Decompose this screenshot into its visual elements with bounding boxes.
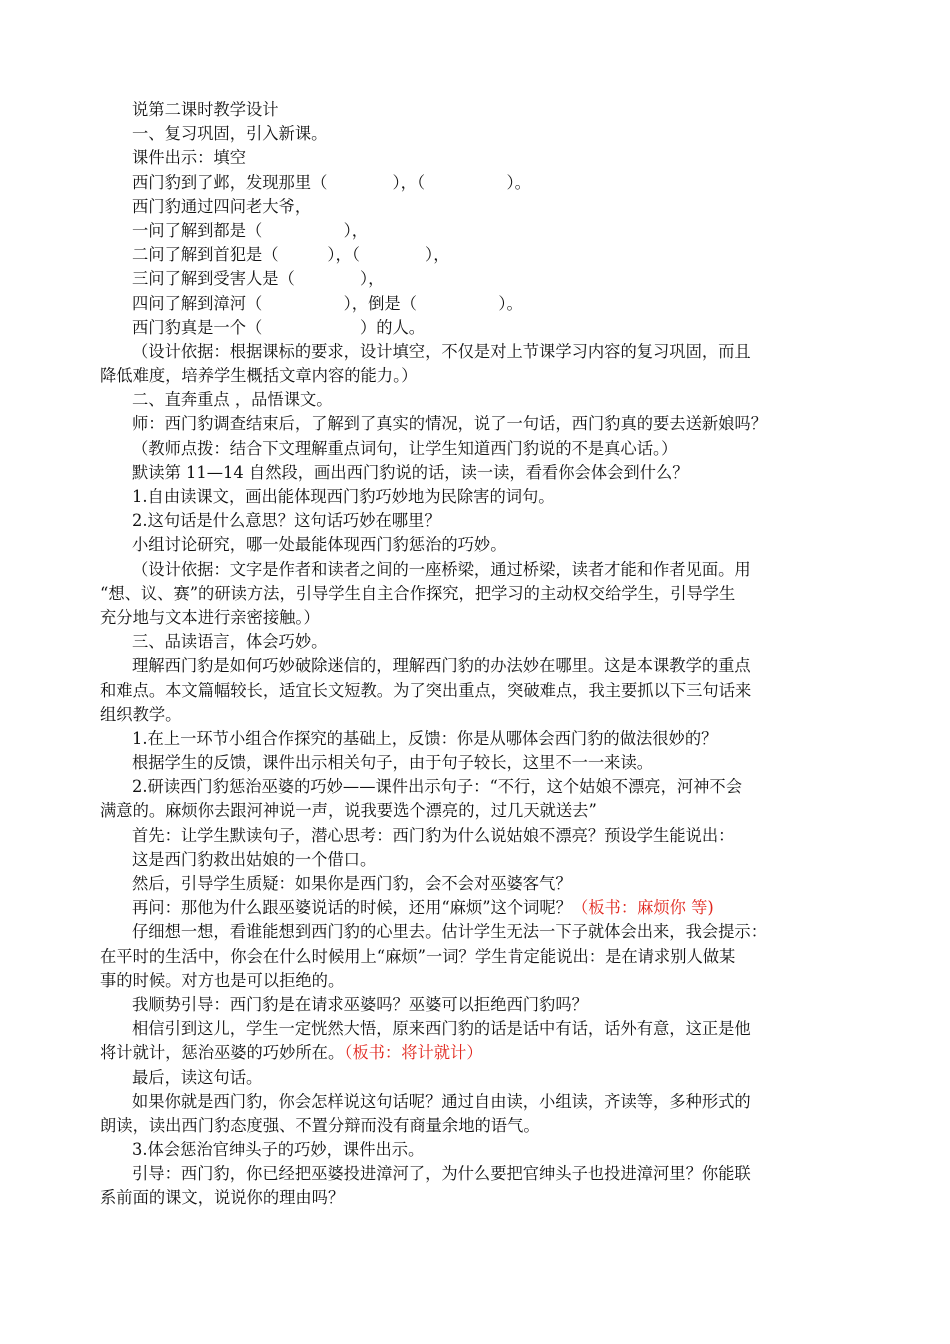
document-page	[100, 98, 870, 1211]
paragraph-line: 1.在上一环节小组合作探究的基础上，反馈：你是从哪体会西门豹的做法很妙的？	[132, 728, 718, 748]
paragraph-line: 如果你就是西门豹，你会怎样说这句话呢？通过自由读，小组读，齐读等，多种形式的	[132, 1091, 751, 1111]
paragraph-line: 最后，读这句话。	[132, 1067, 263, 1087]
paragraph-line: 在平时的生活中，你会在什么时候用上“麻烦”一词？学生肯定能说出：是在请求别人做某	[100, 946, 736, 966]
paragraph-line: 三问了解到受害人是（ ），	[132, 269, 385, 289]
paragraph-line: 这是西门豹救出姑娘的一个借口。	[132, 849, 377, 869]
paragraph-line: 朗读，读出西门豹态度强、不置分辩而没有商量余地的语气。	[100, 1115, 540, 1135]
paragraph-line: 西门豹到了邺，发现那里（ ），（ ）。	[132, 172, 531, 192]
board-note-red: （板书：将计就计）	[344, 1043, 483, 1063]
paragraph-line: 一问了解到都是（ ），	[132, 220, 369, 240]
paragraph-line: 和难点。本文篇幅较长，适宜长文短教。为了突出重点，突破难点，我主要抓以下三句话来	[100, 680, 752, 700]
paragraph-line: 我顺势引导：西门豹是在请求巫婆吗？巫婆可以拒绝西门豹吗？	[132, 994, 588, 1014]
paragraph-line: 2.研读西门豹惩治巫婆的巧妙——课件出示句子：“不行，这个姑娘不漂亮，河神不会	[132, 777, 742, 797]
paragraph-line: （设计依据：根据课标的要求，设计填空，不仅是对上节课学习内容的复习巩固，而且	[132, 341, 751, 361]
paragraph-line: 根据学生的反馈，课件出示相关句子，由于句子较长，这里不一一来读。	[132, 753, 654, 773]
paragraph-line: （教师点拨：结合下文理解重点词句，让学生知道西门豹说的不是真心话。）	[132, 438, 678, 458]
paragraph-line: 1.自由读课文，画出能体现西门豹巧妙地为民除害的词句。	[132, 487, 555, 506]
section-heading: 一、复习巩固，引入新课。	[132, 124, 328, 144]
section-heading: 三、品读语言，体会巧妙。	[132, 632, 328, 652]
paragraph-line: 师：西门豹调查结束后，了解到了真实的情况，说了一句话，西门豹真的要去送新娘吗？	[132, 414, 767, 434]
paragraph-line: 满意的。麻烦你去跟河神说一声，说我要选个漂亮的，过几天就送去”	[100, 801, 597, 821]
doc-title: 说第二课时教学设计	[132, 100, 279, 119]
paragraph-line: 3.体会惩治官绅头子的巧妙，课件出示。	[132, 1140, 425, 1160]
paragraph-line: 理解西门豹是如何巧妙破除迷信的，理解西门豹的办法妙在哪里。这是本课教学的重点	[132, 656, 751, 676]
paragraph-text: 再问：那他为什么跟巫婆说话的时候，还用“麻烦”这个词呢？	[132, 898, 572, 918]
paragraph-line: 西门豹通过四问老大爷，	[132, 196, 312, 216]
paragraph-line: 默读第 11—14 自然段，画出西门豹说的话，读一读，看看你会体会到什么？	[132, 462, 689, 482]
paragraph-line: “想、议、赛”的研读方法，引导学生自主合作探究，把学习的主动权交给学生，引导学生	[100, 583, 736, 603]
section-heading: 二、直奔重点 ，品悟课文。	[132, 390, 333, 410]
paragraph-line: 首先：让学生默读句子，潜心思考：西门豹为什么说姑娘不漂亮？预设学生能说出：	[132, 825, 735, 845]
paragraph-line: 二问了解到首犯是（ ），（ ），	[132, 245, 450, 265]
paragraph-line: 四问了解到漳河（ ），倒是（ ）。	[132, 293, 523, 313]
paragraph-line: 2.这句话是什么意思？这句话巧妙在哪里？	[132, 511, 441, 531]
paragraph-line: 引导：西门豹，你已经把巫婆投进漳河了，为什么要把官绅头子也投进漳河里？你能联	[132, 1164, 751, 1184]
paragraph-line: 事的时候。对方也是可以拒绝的。	[100, 970, 345, 990]
paragraph-line: 组织教学。	[100, 704, 182, 724]
paragraph-line: 相信引到这儿，学生一定恍然大悟，原来西门豹的话是话中有话，话外有意，这正是他	[132, 1019, 751, 1039]
paragraph-line: 西门豹真是一个（ ）的人。	[132, 317, 426, 337]
paragraph-line: 仔细想一想，看谁能想到西门豹的心里去。估计学生无法一下子就体会出来，我会提示：	[132, 922, 767, 942]
paragraph-line: 小组讨论研究，哪一处最能体现西门豹惩治的巧妙。	[132, 535, 507, 555]
paragraph-line: （设计依据：文字是作者和读者之间的一座桥梁，通过桥梁，读者才能和作者见面。用	[132, 559, 751, 579]
paragraph-line: 充分地与文本进行亲密接触。）	[100, 607, 320, 627]
paragraph-line: 课件出示：填空	[132, 148, 246, 168]
paragraph-line: 然后，引导学生质疑：如果你是西门豹，会不会对巫婆客气？	[132, 874, 572, 893]
paragraph-line: 系前面的课文，说说你的理由吗？	[100, 1188, 345, 1208]
paragraph-line: 降低难度，培养学生概括文章内容的能力。）	[100, 366, 418, 386]
paragraph-line	[100, 896, 870, 920]
paragraph-text: 将计就计，惩治巫婆的巧妙所在。	[100, 1043, 345, 1063]
paragraph-line	[100, 1041, 870, 1065]
board-note-red: （板书：麻烦你 等)	[571, 898, 714, 918]
